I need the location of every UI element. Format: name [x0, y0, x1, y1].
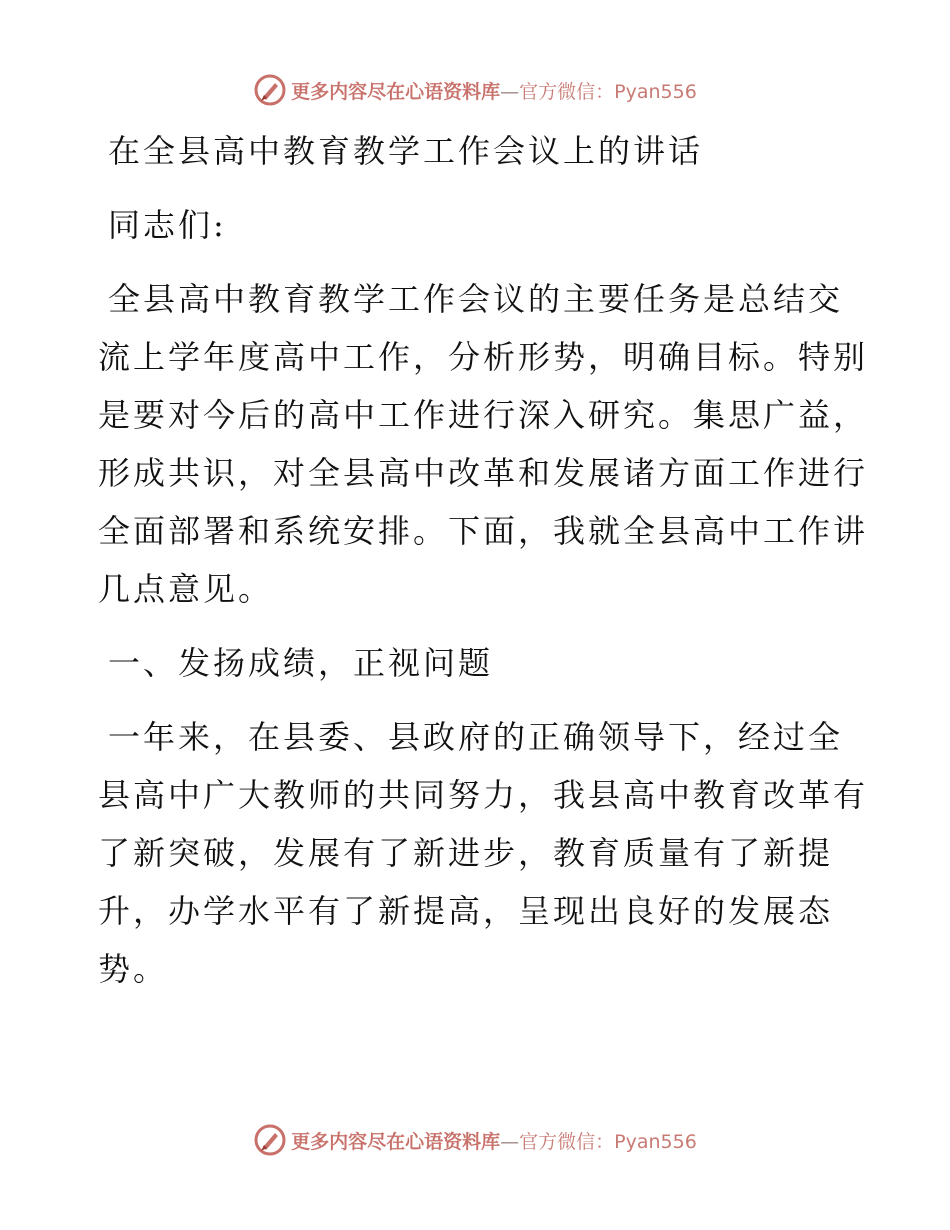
paragraph-line: 流上学年度高中工作，分析形势，明确目标。特别 [98, 338, 869, 376]
watermark-contact-text: 官方微信：Pyan556 [519, 80, 697, 103]
footer-watermark [0, 1120, 950, 1160]
paragraph-line: 几点意见。 [98, 570, 274, 608]
watermark-text [291, 77, 697, 104]
pen-logo-icon [253, 73, 287, 107]
document-body [98, 122, 869, 998]
watermark-contact-text: 官方微信：Pyan556 [519, 1130, 697, 1153]
document-title: 在全县高中教育教学工作会议上的讲话 [108, 132, 704, 170]
paragraph-line: 全县高中教育教学工作会议的主要任务是总结交 [108, 280, 844, 318]
watermark-main-text: 更多内容尽在心语资料库 [291, 1130, 501, 1153]
pen-logo-icon [253, 1123, 287, 1157]
paragraph-line: 县高中广大教师的共同努力，我县高中教育改革有 [98, 776, 869, 814]
paragraph-line: 形成共识，对全县高中改革和发展诸方面工作进行 [98, 454, 869, 492]
paragraph-line: 全面部署和系统安排。下面，我就全县高中工作讲 [98, 512, 869, 550]
salutation: 同志们: [108, 206, 227, 244]
section-heading: 一、发扬成绩，正视问题 [108, 644, 494, 682]
watermark-text [291, 1127, 697, 1154]
paragraph-line: 是要对今后的高中工作进行深入研究。集思广益， [98, 396, 869, 434]
paragraph-line: 一年来，在县委、县政府的正确领导下，经过全 [108, 718, 844, 756]
paragraph-achievements [98, 708, 869, 998]
paragraph-intro [98, 270, 869, 618]
watermark-main-text: 更多内容尽在心语资料库 [291, 80, 501, 103]
watermark-dash: — [500, 1130, 520, 1153]
paragraph-line: 势。 [98, 950, 169, 988]
watermark-dash: — [500, 80, 520, 103]
header-watermark [0, 70, 950, 110]
paragraph-line: 了新突破，发展有了新进步，教育质量有了新提 [98, 834, 834, 872]
paragraph-line: 升，办学水平有了新提高，呈现出良好的发展态 [98, 892, 834, 930]
